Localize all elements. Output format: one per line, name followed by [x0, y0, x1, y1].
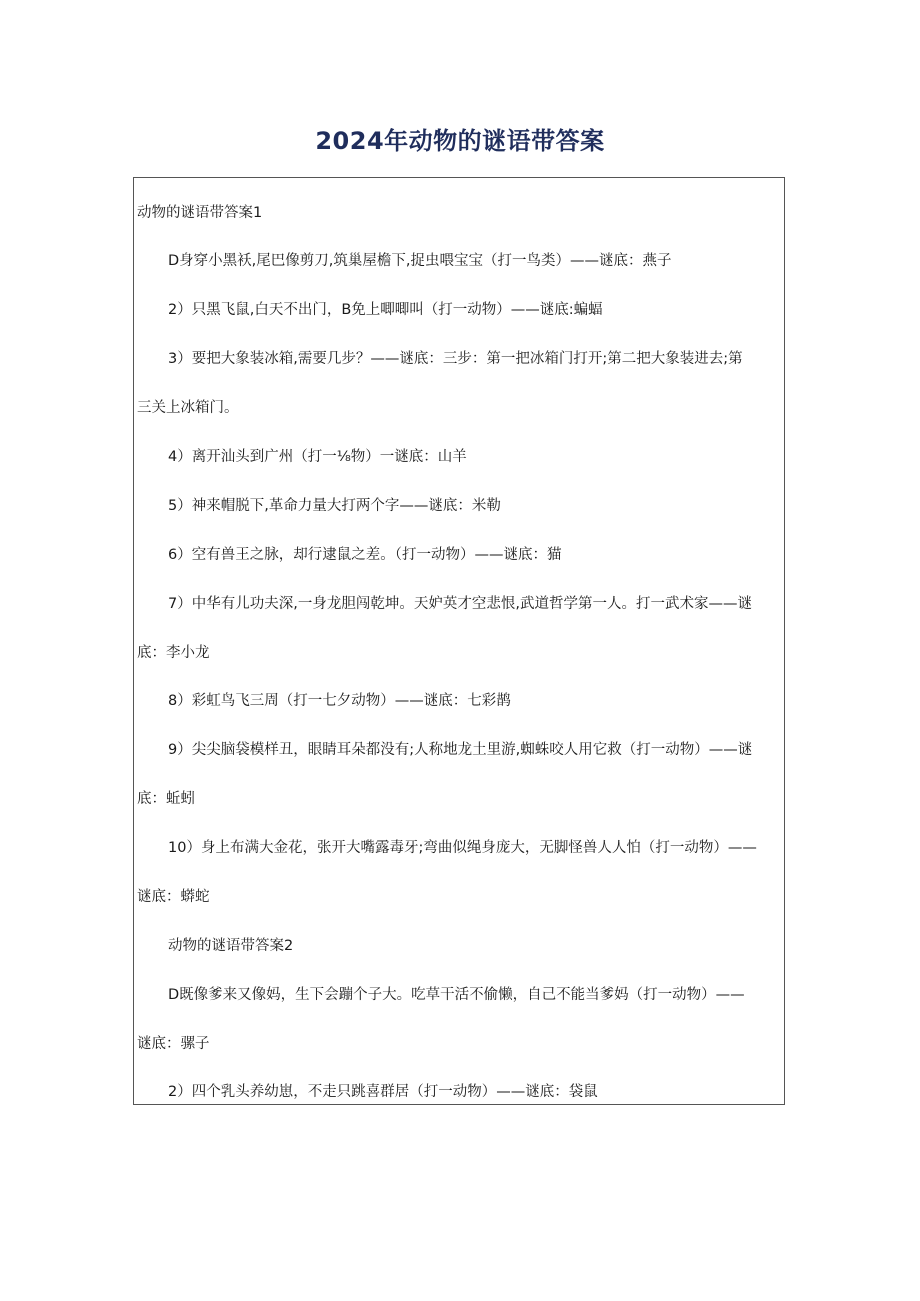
riddle-line: 8）彩虹鸟飞三周（打一七夕动物）——谜底：七彩鹊	[168, 693, 511, 709]
section-heading-2: 动物的谜语带答案2	[168, 938, 294, 954]
riddle-line-continued: 底：蚯蚓	[137, 791, 195, 807]
riddle-line: 9）尖尖脑袋模样丑，眼睛耳朵都没有;人称地龙土里游,蜘蛛咬人用它救（打一动物）——谜	[168, 742, 753, 758]
riddle-line: 7）中华有儿功夫深,一身龙胆闯乾坤。天妒英才空悲恨,武道哲学第一人。打一武术家——谜	[168, 596, 752, 612]
riddle-line: 2）四个乳头养幼崽，不走只跳喜群居（打一动物）——谜底：袋鼠	[168, 1084, 598, 1100]
riddle-line-continued: 底：李小龙	[137, 645, 210, 661]
riddle-line: 4）离开汕头到广州（打一⅛物）一谜底：山羊	[168, 449, 467, 465]
riddle-line-continued: 三关上冰箱门。	[137, 400, 239, 416]
riddle-line: 2）只黑飞鼠,白天不出门，B免上唧唧叫（打一动物）——谜底:蝙蝠	[168, 302, 603, 318]
riddle-line: D既像爹来又像妈，生下会蹦个子大。吃草干活不偷懒，自己不能当爹妈（打一动物）——	[168, 987, 745, 1003]
riddle-line: 6）空有兽王之脉，却行逮鼠之差。（打一动物）——谜底：猫	[168, 547, 562, 563]
riddle-line-continued: 谜底：蟒蛇	[137, 889, 210, 905]
riddle-line: 5）神来帽脱下,革命力量大打两个字——谜底：米勒	[168, 498, 501, 514]
riddle-line: 3）要把大象装冰箱,需要几步？——谜底：三步：第一把冰箱门打开;第二把大象装进去;第	[168, 351, 743, 367]
riddle-line-continued: 谜底：骡子	[137, 1036, 210, 1052]
riddle-line: D身穿小黑袄,尾巴像剪刀,筑巢屋檐下,捉虫喂宝宝（打一鸟类）——谜底：燕子	[168, 253, 672, 269]
page-title: 2024年动物的谜语带答案	[315, 127, 605, 155]
section-heading-1: 动物的谜语带答案1	[137, 205, 263, 221]
riddle-line: 10）身上布满大金花，张开大嘴露毒牙;弯曲似绳身庞大，无脚怪兽人人怕（打一动物）——	[168, 840, 757, 856]
